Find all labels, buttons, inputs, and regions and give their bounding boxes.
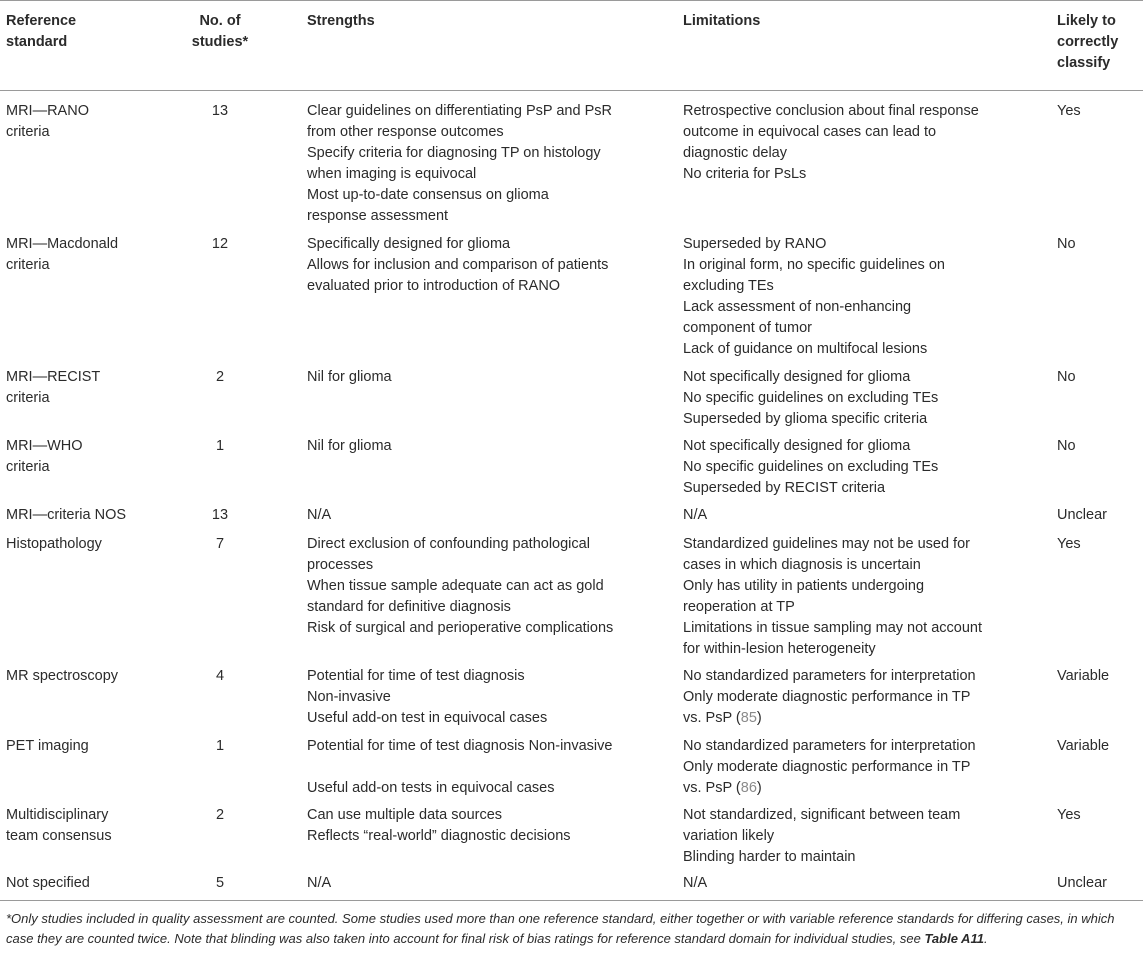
- likely-classify-cell: Unclear: [1057, 507, 1107, 523]
- likely-classify-cell: No: [1057, 369, 1076, 385]
- studies-count-cell: 7: [215, 536, 225, 552]
- studies-count-cell: 2: [215, 369, 225, 385]
- limitations-cell: No standardized parameters for interpretation Only moderate diagnostic performance in TP vs. PsP (85): [683, 666, 1053, 729]
- reference-standard-cell: MRI—RANO criteria: [6, 103, 89, 140]
- likely-classify-cell: Yes: [1057, 536, 1081, 552]
- limitations-cell: Retrospective conclusion about final response outcome in equivocal cases can lead to diagnostic delay No criteria for PsLs: [683, 103, 979, 182]
- strengths-cell: Clear guidelines on differentiating PsP and PsR from other response outcomes Specify criteria for diagnosing TP on histology when imaging is equivocal Most up-to-date consensus on glioma response assessment: [307, 103, 612, 224]
- studies-count-cell: 1: [215, 738, 225, 754]
- reference-standard-cell: MRI—WHO criteria: [6, 438, 83, 475]
- strengths-cell: Nil for glioma: [307, 438, 392, 454]
- reference-standard-cell: MRI—Macdonald criteria: [6, 236, 119, 273]
- likely-classify-cell: No: [1057, 438, 1076, 454]
- reference-standard-cell: MR spectroscopy: [6, 668, 119, 684]
- strengths-cell: Can use multiple data sources Reflects “real-world” diagnostic decisions: [307, 807, 571, 844]
- reference-standard-cell: MRI—RECIST criteria: [6, 369, 101, 406]
- reference-standard-cell: PET imaging: [6, 738, 89, 754]
- studies-count-cell: 12: [211, 236, 229, 252]
- limitations-cell: No standardized parameters for interpretation Only moderate diagnostic performance in TP vs. PsP (86): [683, 736, 1053, 799]
- reference-standard-cell: Multidisciplinary team consensus: [6, 807, 112, 844]
- table-footnote: *Only studies included in quality assessment are counted. Some studies used more than one reference standard, either together or with variable reference standards for differing cases, in which case they are counted twice. Note that blinding was also taken into account for final risk of bias ratings for reference standard domain for individual studies, see Table A11.: [6, 911, 1115, 946]
- strengths-cell: Nil for glioma: [307, 369, 392, 385]
- likely-classify-cell: Unclear: [1057, 875, 1107, 891]
- reference-standard-cell: Histopathology: [6, 536, 102, 552]
- reference-link[interactable]: 86: [740, 780, 757, 796]
- studies-count-cell: 5: [215, 875, 225, 891]
- header-bottom-rule: [0, 90, 1143, 91]
- reference-link[interactable]: 85: [740, 710, 757, 726]
- header-reference-standard: Reference standard: [6, 13, 77, 50]
- studies-count-cell: 13: [211, 507, 229, 523]
- reference-standard-cell: Not specified: [6, 875, 90, 891]
- limitation-with-reference: vs. PsP (86): [683, 780, 762, 796]
- strengths-cell: Potential for time of test diagnosis Non-invasive Useful add-on tests in equivocal cases: [307, 738, 613, 796]
- likely-classify-cell: Variable: [1057, 738, 1110, 754]
- limitations-cell: Not specifically designed for glioma No specific guidelines on excluding TEs Superseded by RECIST criteria: [683, 438, 939, 496]
- limitations-cell: N/A: [683, 507, 708, 523]
- header-no-of-studies: No. of studies*: [191, 13, 249, 50]
- header-limitations: Limitations: [683, 13, 761, 29]
- limitations-cell: Standardized guidelines may not be used for cases in which diagnosis is uncertain Only has utility in patients undergoing reoperation at TP Limitations in tissue sampling may not account for within-lesion heterogeneity: [683, 536, 983, 657]
- likely-classify-cell: Yes: [1057, 103, 1081, 119]
- limitations-cell: Not specifically designed for glioma No specific guidelines on excluding TEs Superseded by glioma specific criteria: [683, 369, 939, 427]
- studies-count-cell: 1: [215, 438, 225, 454]
- likely-classify-cell: Variable: [1057, 668, 1110, 684]
- strengths-cell: Direct exclusion of confounding pathological processes When tissue sample adequate can act as gold standard for definitive diagnosis Risk of surgical and perioperative complications: [307, 536, 614, 636]
- studies-count-cell: 4: [215, 668, 225, 684]
- table-bottom-rule: [0, 900, 1143, 901]
- reference-standard-cell: MRI—criteria NOS: [6, 507, 127, 523]
- strengths-cell: Specifically designed for glioma Allows for inclusion and comparison of patients evaluated prior to introduction of RANO: [307, 236, 609, 294]
- limitation-with-reference: vs. PsP (85): [683, 710, 762, 726]
- limitations-cell: Not standardized, significant between team variation likely Blinding harder to maintain: [683, 807, 961, 865]
- limitations-cell: N/A: [683, 875, 708, 891]
- studies-count-cell: 2: [215, 807, 225, 823]
- likely-classify-cell: No: [1057, 236, 1076, 252]
- likely-classify-cell: Yes: [1057, 807, 1081, 823]
- strengths-cell: N/A: [307, 507, 332, 523]
- table-a11-link[interactable]: Table A11: [924, 931, 984, 946]
- studies-count-cell: 13: [211, 103, 229, 119]
- strengths-cell: Potential for time of test diagnosis Non-invasive Useful add-on test in equivocal cases: [307, 668, 548, 726]
- header-likely-to-correctly-classify: Likely to correctly classify: [1057, 13, 1119, 71]
- header-strengths: Strengths: [307, 13, 375, 29]
- table-top-rule: [0, 0, 1143, 1]
- strengths-cell: N/A: [307, 875, 332, 891]
- limitations-cell: Superseded by RANO In original form, no specific guidelines on excluding TEs Lack assessment of non-enhancing component of tumor Lack of guidance on multifocal lesions: [683, 236, 945, 357]
